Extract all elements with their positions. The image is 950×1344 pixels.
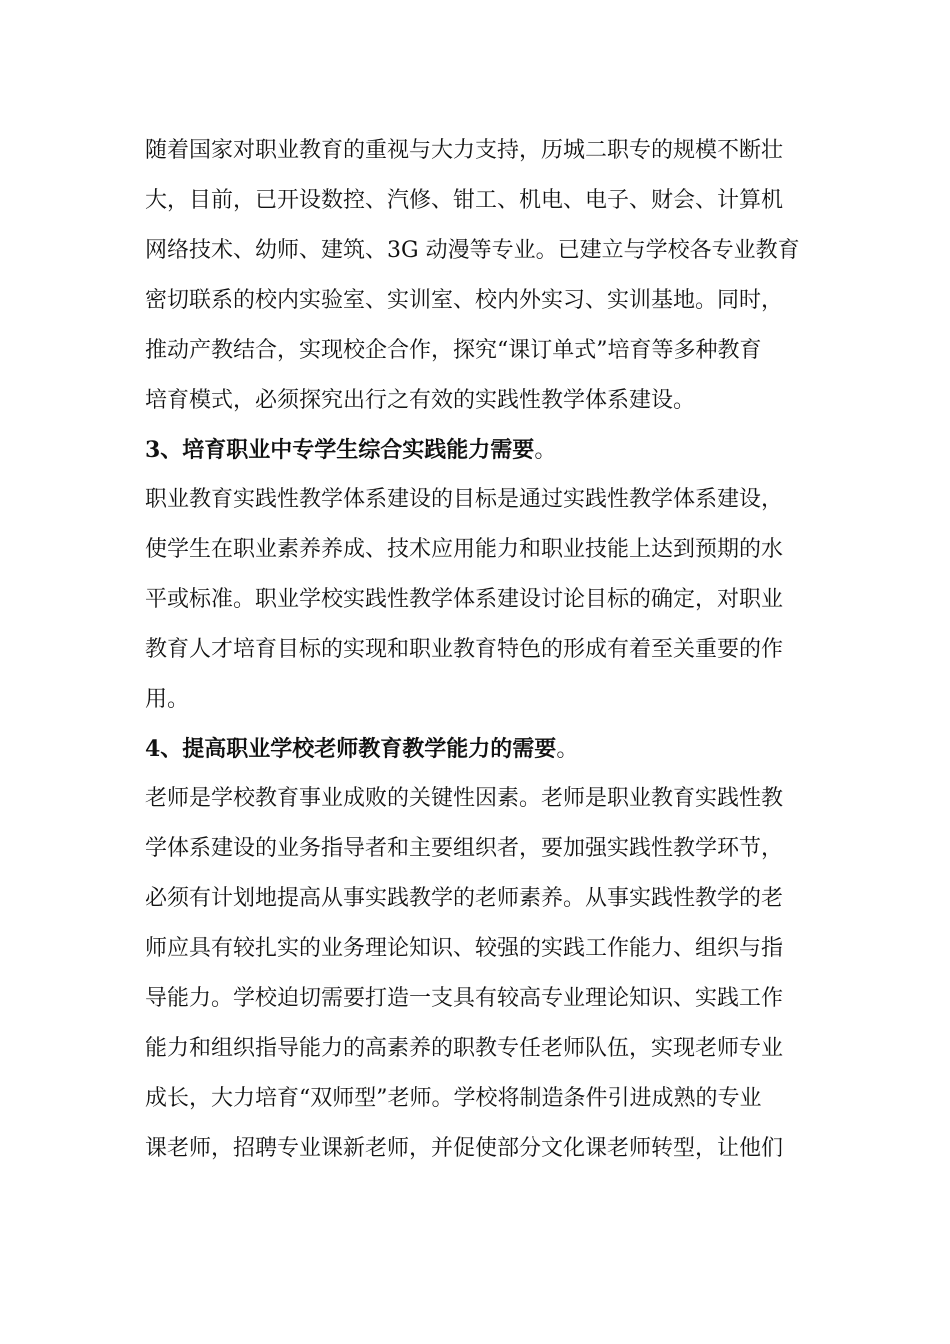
- section-heading-3-text: 3、培育职业中专学生综合实践能力需要: [145, 437, 535, 463]
- paragraph-2-line: 用。: [145, 687, 190, 712]
- section-heading-4-trail: 。: [556, 737, 579, 762]
- paragraph-3-line: 学体系建设的业务指导者和主要组织者，要加强实践性教学环节，: [145, 836, 784, 861]
- paragraph-3-line: 导能力。学校迫切需要打造一支具有较高专业理论知识、实践工作: [145, 986, 784, 1011]
- paragraph-3-line: 师应具有较扎实的业务理论知识、较强的实践工作能力、组织与指: [145, 936, 784, 961]
- paragraph-3-line: 必须有计划地提高从事实践教学的老师素养。从事实践性教学的老: [145, 886, 784, 911]
- paragraph-1-line: 网络技术、幼师、建筑、3G 动漫等专业。已建立与学校各专业教育: [145, 238, 800, 263]
- paragraph-3-line: 成长，大力培育“双师型”老师。学校将制造条件引进成熟的专业: [145, 1086, 762, 1111]
- section-heading-3-trail: 。: [534, 438, 557, 463]
- paragraph-1-line: 随着国家对职业教育的重视与大力支持，历城二职专的规模不断壮: [145, 138, 784, 163]
- section-heading-3: [145, 435, 556, 466]
- paragraph-1-line: 密切联系的校内实验室、实训室、校内外实习、实训基地。同时，: [145, 288, 784, 313]
- paragraph-1-line: 大，目前，已开设数控、汽修、钳工、机电、电子、财会、计算机: [145, 188, 784, 213]
- paragraph-3-line: 能力和组织指导能力的高素养的职教专任老师队伍，实现老师专业: [145, 1036, 784, 1061]
- paragraph-2-line: 平或标准。职业学校实践性教学体系建设讨论目标的确定，对职业: [145, 587, 784, 612]
- paragraph-3-line: 课老师，招聘专业课新老师，并促使部分文化课老师转型，让他们: [145, 1136, 784, 1161]
- paragraph-1-line: 推动产教结合，实现校企合作，探究“课订单式”培育等多种教育: [145, 338, 762, 363]
- section-heading-4: [145, 734, 578, 765]
- paragraph-1-line: 培育模式，必须探究出行之有效的实践性教学体系建设。: [145, 388, 696, 413]
- paragraph-2-line: 使学生在职业素养养成、技术应用能力和职业技能上达到预期的水: [145, 537, 784, 562]
- paragraph-2-line: 职业教育实践性教学体系建设的目标是通过实践性教学体系建设，: [145, 487, 784, 512]
- paragraph-2-line: 教育人才培育目标的实现和职业教育特色的形成有着至关重要的作: [145, 637, 784, 662]
- paragraph-3-line: 老师是学校教育事业成败的关键性因素。老师是职业教育实践性教: [145, 786, 784, 811]
- section-heading-4-text: 4、提高职业学校老师教育教学能力的需要: [145, 736, 557, 762]
